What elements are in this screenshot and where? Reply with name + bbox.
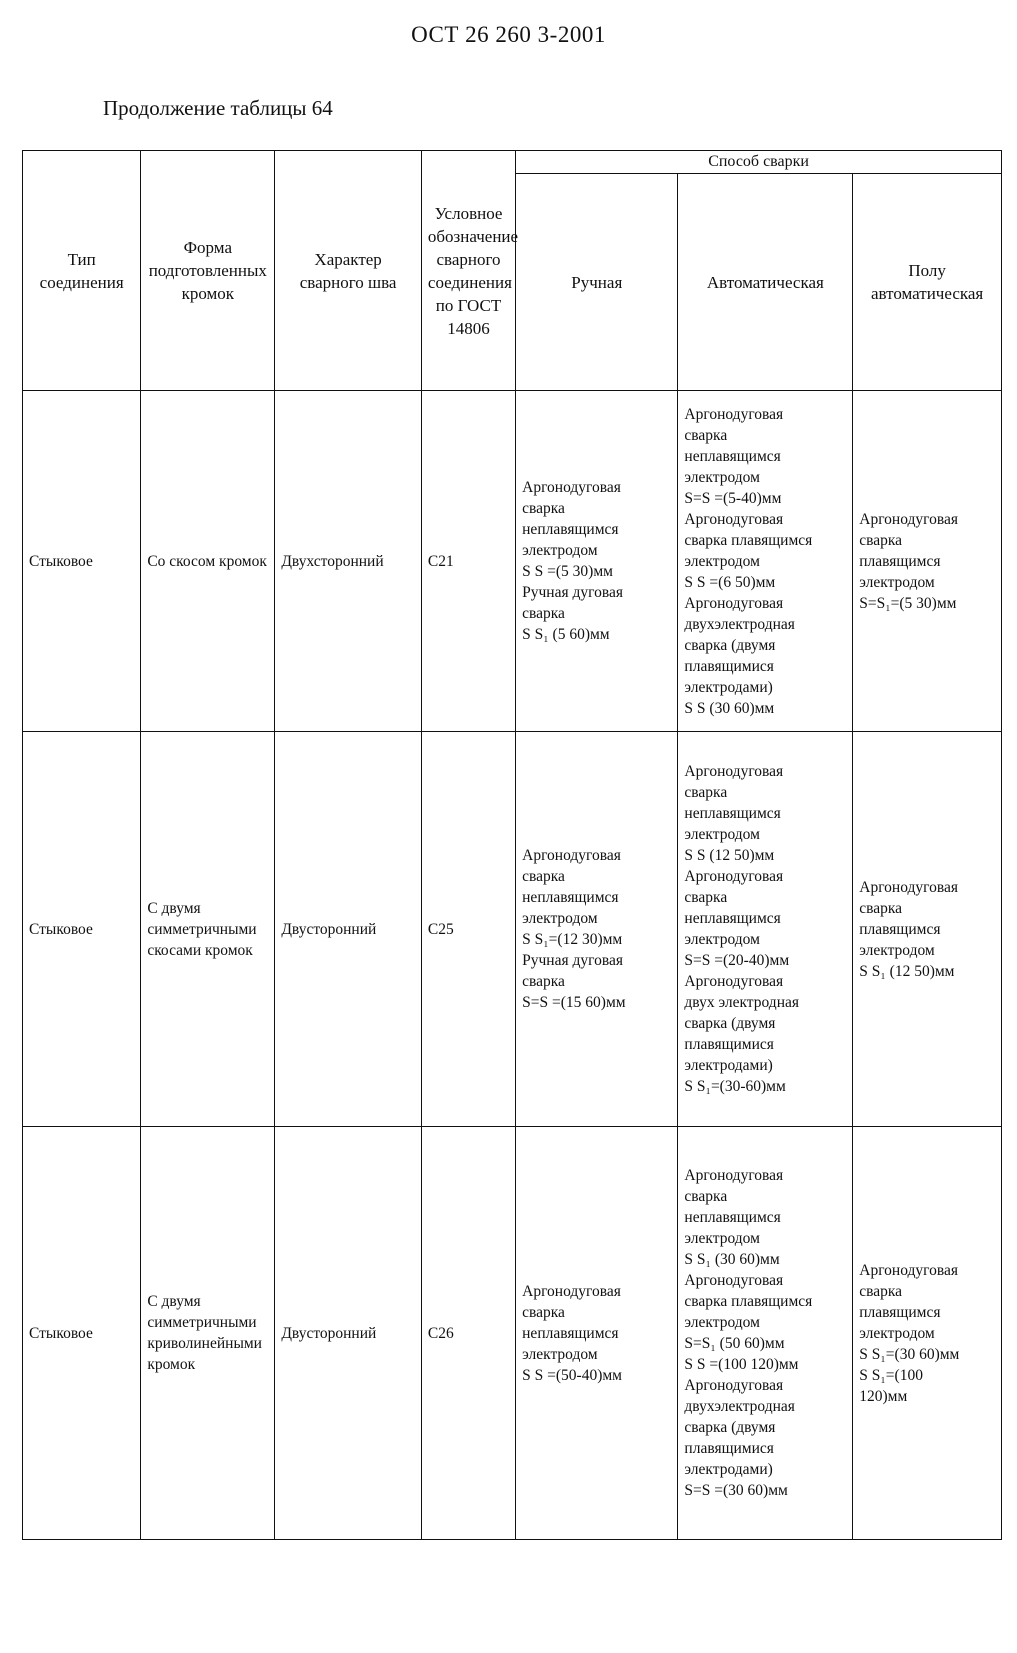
cell-automatic-line: S=S =(5-40)мм xyxy=(684,489,782,507)
header-method-group: Способ сварки xyxy=(516,151,1002,174)
cell-manual-line: электродом xyxy=(522,910,598,927)
cell-automatic-line: двухэлектродная xyxy=(684,615,795,633)
cell-seam-char xyxy=(275,732,422,1127)
cell-semi-auto-line: электродом xyxy=(859,941,935,959)
cell-automatic-line: Аргонодуговая xyxy=(684,973,784,990)
cell-automatic-line: неплавящимся xyxy=(684,447,781,465)
cell-automatic-line: сварка xyxy=(684,889,728,906)
cell-automatic-line: электродом xyxy=(684,468,760,486)
cell-designation-text: С21 xyxy=(427,552,454,570)
cell-seam-char-text: Двухсторонний xyxy=(281,552,384,570)
cell-manual xyxy=(516,391,678,732)
cell-manual-line: S S₁ (5 60)мм xyxy=(522,626,610,643)
header-edge-prep: Форма подготовленных кромок xyxy=(141,151,275,391)
cell-automatic-line: сварка (двумя xyxy=(684,636,776,654)
cell-automatic-line: электродом xyxy=(684,1230,760,1247)
cell-automatic xyxy=(678,732,853,1127)
cell-designation xyxy=(421,732,515,1127)
cell-automatic-line: Аргонодуговая xyxy=(684,594,784,612)
cell-designation-text: С25 xyxy=(427,920,454,938)
header-seam-char: Характер сварного шва xyxy=(275,151,422,391)
cell-joint-type-text: Стыковое xyxy=(29,920,93,938)
cell-automatic-line: Аргонодуговая xyxy=(684,763,784,780)
cell-automatic xyxy=(678,391,853,732)
header-designation: Условное обозначение сварного соединения по ГОСТ 14806 xyxy=(421,151,515,391)
cell-semi-auto-line: сварка xyxy=(859,1282,903,1300)
cell-semi-auto-line: плавящимся xyxy=(859,1303,941,1321)
cell-semi-auto-line: S S₁=(30 60)мм xyxy=(859,1345,960,1363)
cell-edge-prep xyxy=(141,391,275,732)
header-joint-type: Тип соединения xyxy=(23,151,141,391)
cell-semi-auto xyxy=(853,1127,1002,1540)
header-automatic: Автоматическая xyxy=(678,174,853,391)
cell-joint-type-text: Стыковое xyxy=(29,552,93,570)
cell-designation xyxy=(421,391,515,732)
cell-manual-line: неплавящимся xyxy=(522,1324,619,1342)
cell-automatic-line: S S (30 60)мм xyxy=(684,699,775,717)
table-row xyxy=(23,732,1002,1127)
cell-semi-auto-line: электродом xyxy=(859,573,935,591)
cell-automatic-line: двухэлектродная xyxy=(684,1398,795,1415)
cell-seam-char xyxy=(275,391,422,732)
cell-automatic-line: S S (12 50)мм xyxy=(684,847,775,864)
cell-automatic-line: S S₁ (30 60)мм xyxy=(684,1251,780,1268)
cell-joint-type xyxy=(23,732,141,1127)
cell-manual-line: Аргонодуговая xyxy=(522,1282,621,1300)
cell-automatic-line: плавящимися xyxy=(684,657,774,675)
cell-automatic-line: S S₁=(30-60)мм xyxy=(684,1078,786,1095)
document-code: ОСТ 26 260 3-2001 xyxy=(411,22,606,47)
cell-automatic-line: сварка плавящимся xyxy=(684,1293,813,1310)
cell-semi-auto xyxy=(853,732,1002,1127)
cell-manual-line: S=S =(15 60)мм xyxy=(522,994,626,1011)
cell-edge-prep-text: С двумя симметричными скосами кромок xyxy=(147,899,257,959)
cell-joint-type-text: Стыковое xyxy=(29,1324,93,1342)
cell-automatic-line: электродами) xyxy=(684,1461,773,1478)
table-row xyxy=(23,1127,1002,1540)
cell-automatic-line: неплавящимся xyxy=(684,910,781,927)
cell-semi-auto-line: электродом xyxy=(859,1324,935,1342)
cell-edge-prep-text: Со скосом кромок xyxy=(147,552,267,570)
cell-automatic-line: электродом xyxy=(684,826,760,843)
cell-manual-line: Ручная дуговая xyxy=(522,584,623,601)
cell-manual-line: сварка xyxy=(522,868,565,885)
cell-manual-line: Аргонодуговая xyxy=(522,847,621,864)
cell-manual-line: S S₁=(12 30)мм xyxy=(522,931,623,948)
cell-automatic-line: S=S₁ (50 60)мм xyxy=(684,1335,785,1352)
cell-automatic-line: плавящимися xyxy=(684,1440,774,1457)
cell-automatic-line: электродами) xyxy=(684,678,773,696)
table-caption: Продолжение таблицы 64 xyxy=(103,96,333,120)
cell-seam-char-text: Двусторонний xyxy=(281,920,377,938)
cell-manual-line: сварка xyxy=(522,1303,565,1321)
cell-designation-text: С26 xyxy=(427,1324,454,1342)
cell-manual-line: Аргонодуговая xyxy=(522,479,621,496)
cell-manual xyxy=(516,1127,678,1540)
cell-edge-prep xyxy=(141,732,275,1127)
cell-automatic-line: сварка (двумя xyxy=(684,1015,776,1032)
cell-automatic-line: Аргонодуговая xyxy=(684,1167,784,1184)
cell-semi-auto-line: Аргонодуговая xyxy=(859,510,959,528)
cell-manual-line: сварка xyxy=(522,605,565,622)
cell-automatic-line: электродами) xyxy=(684,1057,773,1074)
cell-automatic-line: сварка xyxy=(684,426,728,444)
cell-automatic-line: электродом xyxy=(684,552,760,570)
cell-semi-auto-line: Аргонодуговая xyxy=(859,878,959,896)
cell-designation xyxy=(421,1127,515,1540)
cell-automatic-line: сварка xyxy=(684,784,728,801)
header-manual: Ручная xyxy=(516,174,678,391)
cell-automatic-line: двух электродная xyxy=(684,994,799,1011)
cell-automatic-line: неплавящимся xyxy=(684,1209,781,1226)
cell-semi-auto-line: сварка xyxy=(859,899,903,917)
cell-joint-type xyxy=(23,391,141,732)
cell-edge-prep-text: С двумя симметричными криволинейными кромок xyxy=(147,1293,262,1373)
cell-manual-line: сварка xyxy=(522,500,565,517)
cell-automatic-line: Аргонодуговая xyxy=(684,1272,784,1289)
cell-automatic-line: сварка плавящимся xyxy=(684,531,813,549)
cell-automatic-line: S S =(6 50)мм xyxy=(684,573,776,591)
welding-methods-table xyxy=(22,150,1002,1540)
cell-automatic-line: сварка xyxy=(684,1188,728,1205)
cell-edge-prep xyxy=(141,1127,275,1540)
cell-seam-char-text: Двусторонний xyxy=(281,1324,377,1342)
cell-automatic-line: Аргонодуговая xyxy=(684,1377,784,1394)
cell-semi-auto xyxy=(853,391,1002,732)
cell-manual-line: неплавящимся xyxy=(522,889,619,906)
cell-automatic-line: неплавящимся xyxy=(684,805,781,822)
cell-manual-line: неплавящимся xyxy=(522,521,619,538)
cell-manual-line: S S =(5 30)мм xyxy=(522,563,613,580)
cell-automatic xyxy=(678,1127,853,1540)
header-semi-auto: Полу автоматическая xyxy=(853,174,1002,391)
cell-joint-type xyxy=(23,1127,141,1540)
cell-automatic-line: Аргонодуговая xyxy=(684,510,784,528)
cell-semi-auto-line: 120)мм xyxy=(859,1387,908,1405)
cell-semi-auto-line: сварка xyxy=(859,531,903,549)
cell-manual-line: Ручная дуговая xyxy=(522,952,623,969)
cell-semi-auto-line: Аргонодуговая xyxy=(859,1261,959,1279)
cell-automatic-line: сварка (двумя xyxy=(684,1419,776,1436)
cell-semi-auto-line: S S₁=(100 xyxy=(859,1366,923,1384)
cell-manual-line: сварка xyxy=(522,973,565,990)
cell-manual-line: S S =(50-40)мм xyxy=(522,1366,622,1384)
table-row xyxy=(23,391,1002,732)
cell-semi-auto-line: плавящимся xyxy=(859,552,941,570)
cell-automatic-line: S=S =(30 60)мм xyxy=(684,1482,788,1499)
cell-manual xyxy=(516,732,678,1127)
cell-manual-line: электродом xyxy=(522,542,598,559)
cell-automatic-line: плавящимися xyxy=(684,1036,774,1053)
cell-automatic-line: Аргонодуговая xyxy=(684,405,784,423)
cell-semi-auto-line: S S₁ (12 50)мм xyxy=(859,962,955,980)
cell-automatic-line: S=S =(20-40)мм xyxy=(684,952,790,969)
cell-automatic-line: S S =(100 120)мм xyxy=(684,1356,799,1373)
cell-seam-char xyxy=(275,1127,422,1540)
cell-automatic-line: Аргонодуговая xyxy=(684,868,784,885)
cell-automatic-line: электродом xyxy=(684,931,760,948)
cell-automatic-line: электродом xyxy=(684,1314,760,1331)
cell-semi-auto-line: плавящимся xyxy=(859,920,941,938)
cell-semi-auto-line: S=S₁=(5 30)мм xyxy=(859,594,957,612)
cell-manual-line: электродом xyxy=(522,1345,598,1363)
